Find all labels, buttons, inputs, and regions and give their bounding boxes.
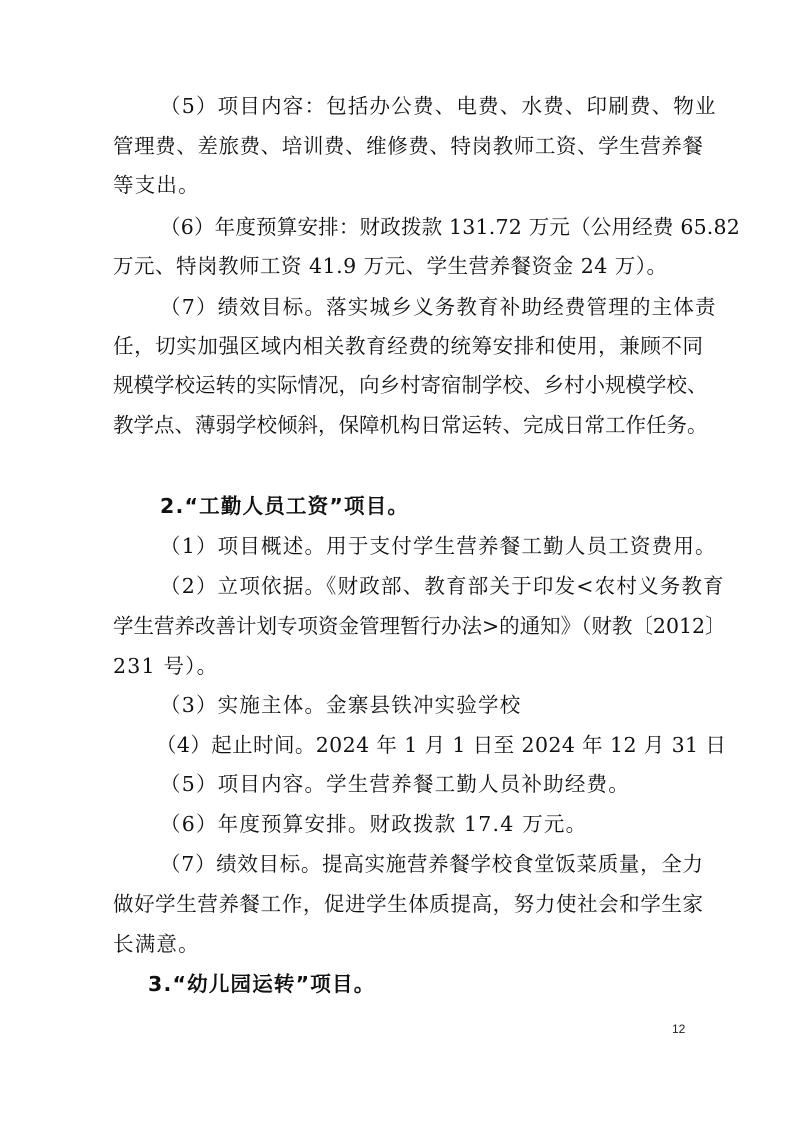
text-line: （6）年度预算安排：财政拨款 131.72 万元（公用经费 65.82 <box>160 215 741 239</box>
text-line: 教学点、薄弱学校倾斜，保障机构日常运转、完成日常工作任务。 <box>113 413 708 437</box>
text-line: （2）立项依据。《财政部、教育部关于印发<农村义务教育 <box>160 574 725 598</box>
text-line: 长满意。 <box>113 932 200 956</box>
text-line: （7）绩效目标。提高实施营养餐学校食堂饭菜质量，全力 <box>160 852 703 876</box>
text-line: 规模学校运转的实际情况，向乡村寄宿制学校、乡村小规模学校、 <box>113 373 708 397</box>
text-line: （7）绩效目标。落实城乡义务教育补助经费管理的主体责 <box>160 295 717 319</box>
text-line: （6）年度预算安排。财政拨款 17.4 万元。 <box>160 812 588 836</box>
text-line: 231 号）。 <box>113 654 219 678</box>
section-heading: 3.“幼儿园运转”项目。 <box>148 972 376 996</box>
text-line: （5）项目内容。学生营养餐工勤人员补助经费。 <box>160 772 630 796</box>
text-line: 任，切实加强区域内相关教育经费的统筹安排和使用，兼顾不同 <box>113 334 703 358</box>
page-number: 12 <box>672 1022 686 1036</box>
text-line: 等支出。 <box>113 173 200 197</box>
text-line: 万元、特岗教师工资 41.9 万元、学生营养餐资金 24 万）。 <box>113 254 668 278</box>
section-heading: 2.“工勤人员工资”项目。 <box>160 494 410 518</box>
text-line: 管理费、差旅费、培训费、维修费、特岗教师工资、学生营养餐 <box>113 134 703 158</box>
text-line: （1）项目概述。用于支付学生营养餐工勤人员工资费用。 <box>160 534 717 558</box>
text-line: （3）实施主体。金寨县铁冲实验学校 <box>160 693 522 717</box>
text-line: 学生营养改善计划专项资金管理暂行办法>的通知》（财教〔2012〕 <box>113 614 726 638</box>
text-line: 做好学生营养餐工作，促进学生体质提高，努力使社会和学生家 <box>113 892 703 916</box>
text-line: （5）项目内容：包括办公费、电费、水费、印刷费、物业 <box>160 94 717 118</box>
text-line: （4）起止时间。2024 年 1 月 1 日至 2024 年 12 月 31 日 <box>156 733 727 757</box>
